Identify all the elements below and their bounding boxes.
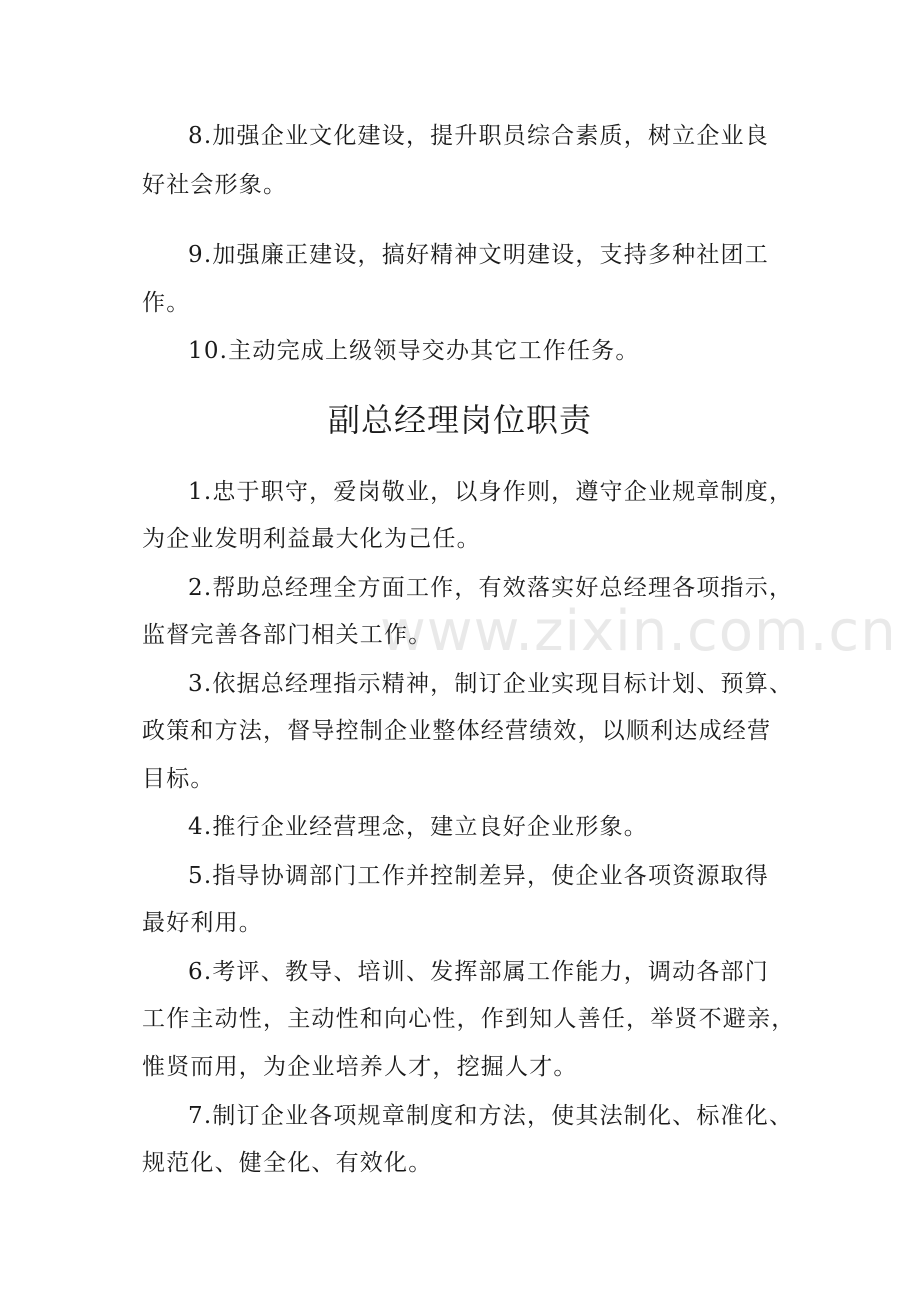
- paragraph-9-line-2: 作。: [142, 290, 191, 316]
- duty-5-line-2: 最好利用。: [142, 910, 263, 936]
- duty-4-line-1: 4.推行企业经营理念，建立良好企业形象。: [188, 814, 648, 840]
- duty-6-line-1: 6.考评、教导、培训、发挥部属工作能力，调动各部门: [188, 959, 769, 985]
- duty-5-line-1: 5.指导协调部门工作并控制差异，使企业各项资源取得: [188, 863, 769, 889]
- duty-2-line-1: 2.帮助总经理全方面工作，有效落实好总经理各项指示，: [188, 575, 794, 601]
- duty-1-line-2: 为企业发明利益最大化为己任。: [142, 526, 481, 552]
- duty-6-line-3: 惟贤而用，为企业培养人才，挖掘人才。: [142, 1054, 578, 1080]
- paragraph-10-line-1: 10.主动完成上级领导交办其它工作任务。: [188, 338, 640, 364]
- duty-6-line-2: 工作主动性，主动性和向心性，作到知人善任，举贤不避亲，: [142, 1006, 796, 1032]
- paragraph-8-line-1: 8.加强企业文化建设，提升职员综合素质，树立企业良: [188, 123, 769, 149]
- section-title: 副总经理岗位职责: [327, 401, 592, 439]
- duty-3-line-2: 政策和方法，督导控制企业整体经营绩效，以顺利达成经营: [142, 718, 772, 744]
- duty-2-line-2: 监督完善各部门相关工作。: [142, 622, 433, 648]
- duty-7-line-2: 规范化、健全化、有效化。: [142, 1150, 433, 1176]
- duty-3-line-3: 目标。: [142, 766, 215, 792]
- duty-7-line-1: 7.制订企业各项规章制度和方法，使其法制化、标准化、: [188, 1103, 794, 1129]
- duty-1-line-1: 1.忠于职守，爱岗敬业，以身作则，遵守企业规章制度，: [188, 479, 794, 505]
- paragraph-9-line-1: 9.加强廉正建设，搞好精神文明建设，支持多种社团工: [188, 242, 769, 268]
- duty-3-line-1: 3.依据总经理指示精神，制订企业实现目标计划、预算、: [188, 671, 794, 697]
- paragraph-8-line-2: 好社会形象。: [142, 172, 288, 198]
- watermark: www.zixin.com.cn: [380, 599, 897, 664]
